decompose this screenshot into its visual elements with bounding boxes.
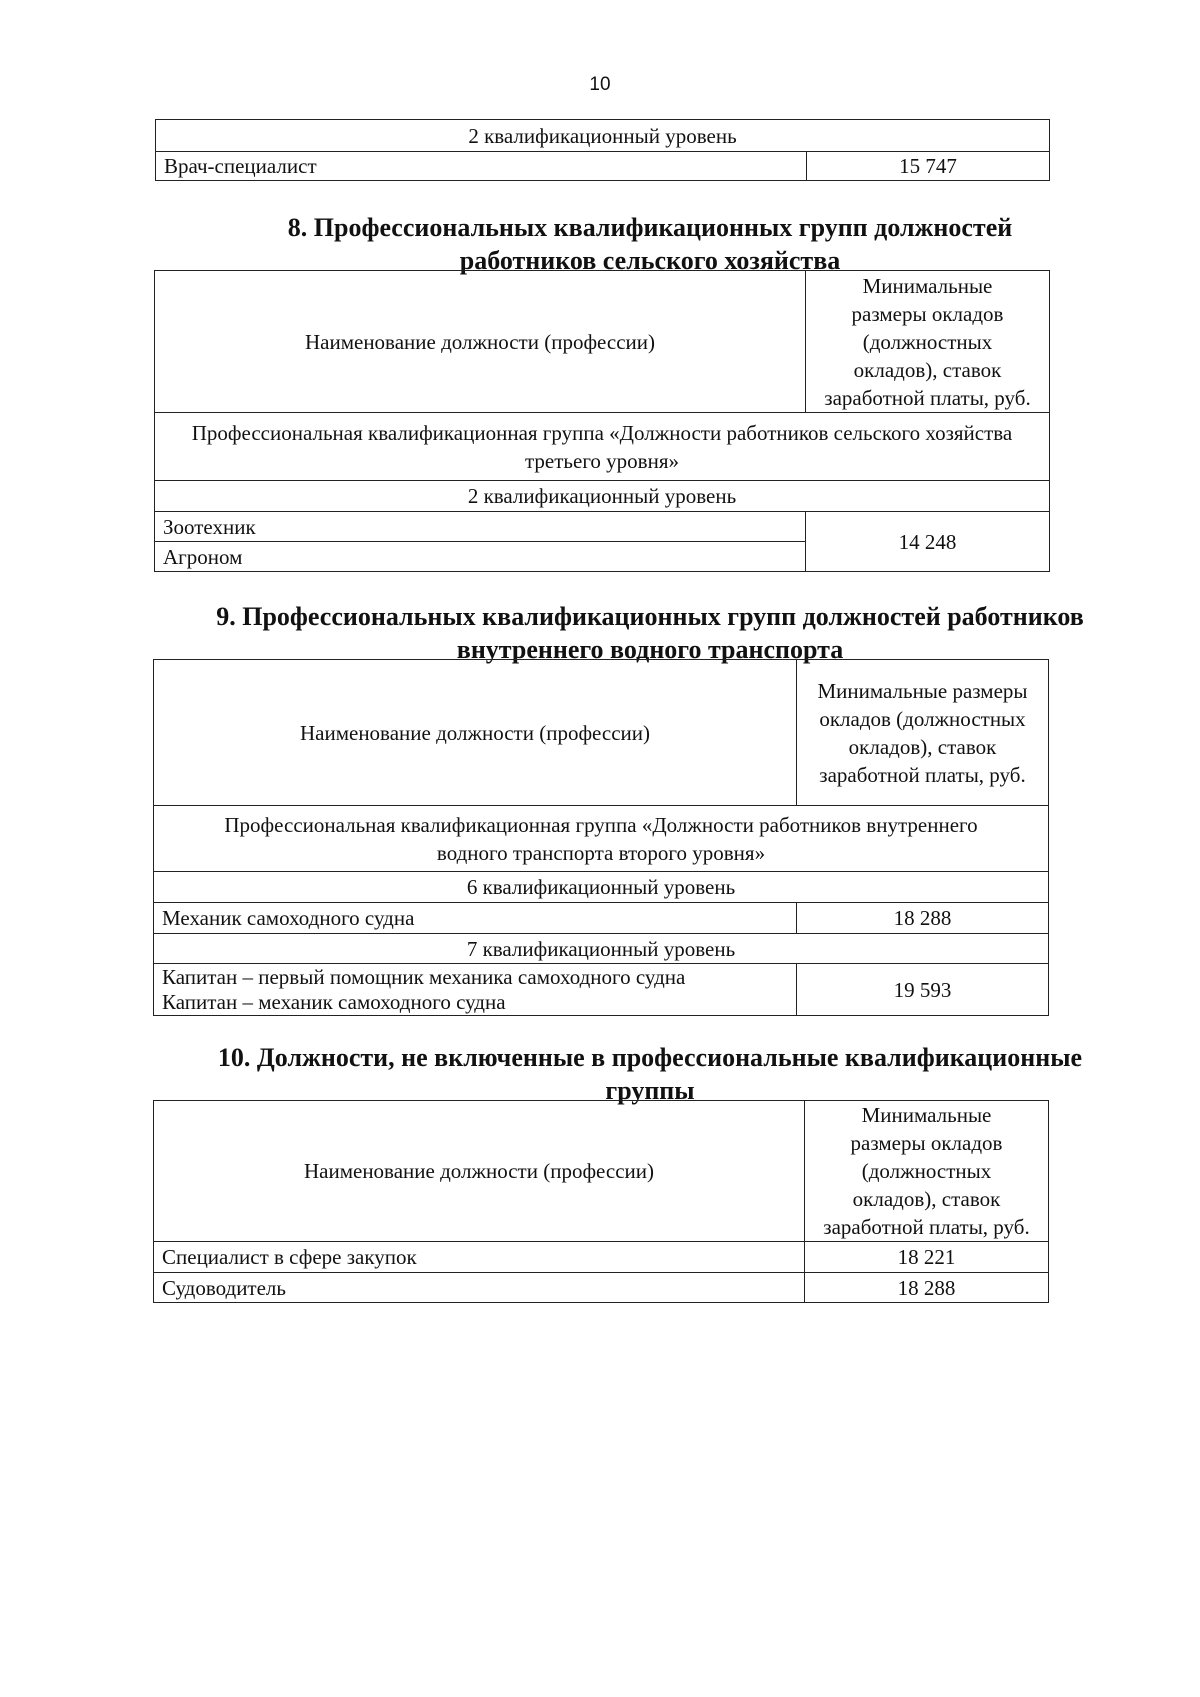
- section-10-table: [153, 1100, 1049, 1303]
- salary-value: 15 747: [807, 152, 1050, 181]
- section-9-table: [153, 659, 1049, 1016]
- section-10-title: [150, 1041, 1150, 1107]
- group-line: третьего уровня»: [525, 448, 679, 473]
- salary-value: 18 221: [805, 1242, 1049, 1273]
- header-line: окладов), ставок: [853, 357, 1002, 382]
- section-title-line: 8. Профессиональных квалификационных групп должностей: [287, 213, 1013, 242]
- position-name: Врач-специалист: [156, 152, 807, 181]
- salary-value: 14 248: [806, 512, 1050, 572]
- header-min-salary: [797, 660, 1049, 806]
- position-line: Капитан – механик самоходного судна: [162, 989, 506, 1014]
- position-name: Специалист в сфере закупок: [154, 1242, 805, 1273]
- qualification-level: 6 квалификационный уровень: [154, 872, 1049, 903]
- position-name: Зоотехник: [155, 512, 806, 542]
- header-line: Минимальные размеры: [817, 678, 1028, 703]
- header-min-salary: [805, 1101, 1049, 1242]
- section-8-table: [154, 270, 1050, 572]
- section-8-title: [150, 211, 1150, 277]
- page-number: 10: [589, 74, 611, 95]
- section-9-title: [150, 600, 1150, 666]
- position-line: Капитан – первый помощник механика самоходного судна: [162, 964, 686, 989]
- header-line: размеры окладов: [850, 1131, 1003, 1155]
- qualification-group: [154, 806, 1049, 872]
- qualification-level: 2 квалификационный уровень: [155, 481, 1050, 512]
- salary-value: 19 593: [797, 964, 1049, 1016]
- header-position-name: Наименование должности (профессии): [154, 660, 797, 806]
- header-line: окладов), ставок: [852, 1187, 1001, 1211]
- qualification-group: [155, 413, 1050, 481]
- salary-value: 18 288: [805, 1273, 1049, 1303]
- group-line: водного транспорта второго уровня»: [436, 840, 766, 865]
- header-line: окладов), ставок: [848, 734, 997, 759]
- section-title-line: 10. Должности, не включенные в профессиональные квалификационные: [217, 1043, 1083, 1072]
- header-line: заработной платы, руб.: [823, 1215, 1030, 1239]
- header-line: Минимальные: [861, 1103, 992, 1127]
- section-title-line: 9. Профессиональных квалификационных групп должностей работников: [216, 602, 1084, 631]
- position-name: [154, 964, 797, 1016]
- section-title-line: группы: [605, 1076, 695, 1105]
- header-line: Минимальные: [862, 273, 993, 298]
- header-min-salary: [806, 271, 1050, 413]
- header-line: размеры окладов: [851, 301, 1004, 326]
- qualification-level: 7 квалификационный уровень: [154, 934, 1049, 964]
- header-line: (должностных: [862, 329, 993, 354]
- header-position-name: Наименование должности (профессии): [154, 1101, 805, 1242]
- header-line: окладов (должностных: [819, 706, 1026, 731]
- header-line: заработной платы, руб.: [824, 385, 1031, 410]
- salary-value: 18 288: [797, 903, 1049, 934]
- position-name: Агроном: [155, 542, 806, 572]
- section-title-line: работников сельского хозяйства: [459, 246, 841, 275]
- group-line: Профессиональная квалификационная группа «Должности работников внутреннего: [224, 812, 978, 837]
- top-table: [155, 119, 1050, 181]
- header-line: заработной платы, руб.: [819, 762, 1026, 787]
- header-position-name: Наименование должности (профессии): [155, 271, 806, 413]
- group-line: Профессиональная квалификационная группа «Должности работников сельского хозяйства: [191, 420, 1013, 445]
- position-name: Механик самоходного судна: [154, 903, 797, 934]
- qualification-level: 2 квалификационный уровень: [156, 120, 1050, 152]
- section-title-line: внутреннего водного транспорта: [456, 635, 844, 664]
- position-name: Судоводитель: [154, 1273, 805, 1303]
- header-line: (должностных: [861, 1159, 992, 1183]
